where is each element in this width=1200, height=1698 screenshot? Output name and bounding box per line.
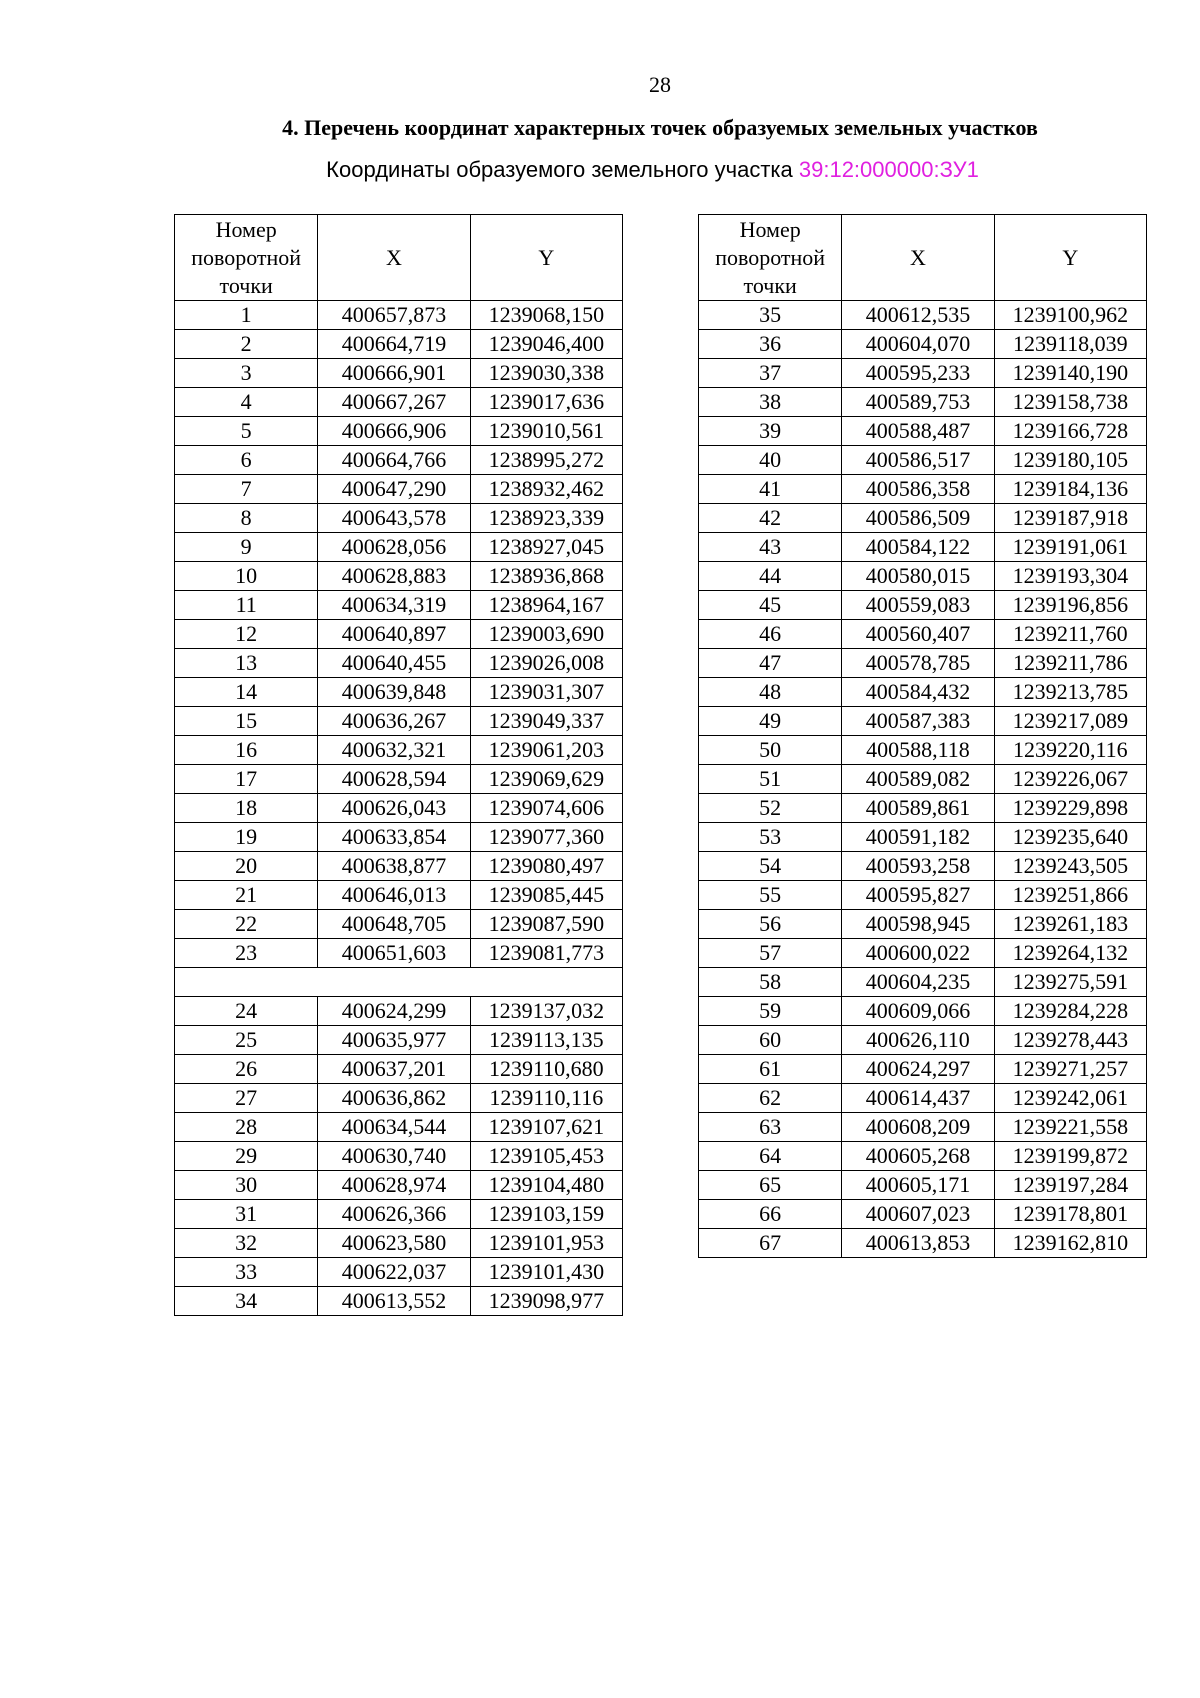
section-title: 4. Перечень координат характерных точек образуемых земельных участков <box>282 115 1038 140</box>
cell-point-number: 46 <box>699 620 842 649</box>
table-row <box>175 591 623 620</box>
table-row <box>175 1229 623 1258</box>
table-row <box>175 910 623 939</box>
table-row <box>699 620 1147 649</box>
cell-y: 1239140,190 <box>994 359 1146 388</box>
cell-x: 400633,854 <box>318 823 470 852</box>
header-point-number: Номер поворотной точки <box>699 215 842 301</box>
cell-x: 400613,853 <box>842 1229 994 1258</box>
cell-x: 400595,827 <box>842 881 994 910</box>
cell-x: 400559,083 <box>842 591 994 620</box>
cell-point-number: 22 <box>175 910 318 939</box>
cell-x: 400604,070 <box>842 330 994 359</box>
cell-point-number: 13 <box>175 649 318 678</box>
cell-y: 1239191,061 <box>994 533 1146 562</box>
cell-x: 400586,358 <box>842 475 994 504</box>
cell-point-number: 28 <box>175 1113 318 1142</box>
table-row <box>175 997 623 1026</box>
cell-point-number: 12 <box>175 620 318 649</box>
cell-x: 400614,437 <box>842 1084 994 1113</box>
cell-x: 400607,023 <box>842 1200 994 1229</box>
cell-point-number: 16 <box>175 736 318 765</box>
table-row <box>175 1142 623 1171</box>
cell-y: 1239187,918 <box>994 504 1146 533</box>
header-x: X <box>318 215 470 301</box>
table-row <box>175 1171 623 1200</box>
cell-x: 400624,299 <box>318 997 470 1026</box>
table-row <box>699 1055 1147 1084</box>
cell-x: 400646,013 <box>318 881 470 910</box>
cell-point-number: 40 <box>699 446 842 475</box>
cell-x: 400639,848 <box>318 678 470 707</box>
table-row <box>699 1229 1147 1258</box>
cell-y: 1239271,257 <box>994 1055 1146 1084</box>
cell-y: 1238923,339 <box>470 504 622 533</box>
cell-x: 400624,297 <box>842 1055 994 1084</box>
table-row <box>699 736 1147 765</box>
cell-y: 1239087,590 <box>470 910 622 939</box>
table-row <box>175 504 623 533</box>
cell-x: 400560,407 <box>842 620 994 649</box>
cell-x: 400588,487 <box>842 417 994 446</box>
cell-point-number: 14 <box>175 678 318 707</box>
table-row <box>175 881 623 910</box>
cell-y: 1239193,304 <box>994 562 1146 591</box>
cell-y: 1239103,159 <box>470 1200 622 1229</box>
cell-point-number: 34 <box>175 1287 318 1316</box>
table-row <box>699 1084 1147 1113</box>
cell-point-number: 58 <box>699 968 842 997</box>
cell-y: 1239061,203 <box>470 736 622 765</box>
cell-x: 400626,366 <box>318 1200 470 1229</box>
table-row <box>699 997 1147 1026</box>
cell-point-number: 51 <box>699 765 842 794</box>
cell-x: 400584,432 <box>842 678 994 707</box>
cell-point-number: 33 <box>175 1258 318 1287</box>
table-row <box>699 707 1147 736</box>
coordinates-table-right <box>698 214 1147 1258</box>
table-row <box>699 649 1147 678</box>
table-row <box>175 736 623 765</box>
cell-x: 400612,535 <box>842 301 994 330</box>
cell-point-number: 53 <box>699 823 842 852</box>
cell-point-number: 21 <box>175 881 318 910</box>
cell-point-number: 26 <box>175 1055 318 1084</box>
cell-x: 400589,082 <box>842 765 994 794</box>
cell-point-number: 55 <box>699 881 842 910</box>
cell-x: 400634,544 <box>318 1113 470 1142</box>
cell-y: 1239003,690 <box>470 620 622 649</box>
cell-y: 1239220,116 <box>994 736 1146 765</box>
cell-point-number: 62 <box>699 1084 842 1113</box>
cell-x: 400613,552 <box>318 1287 470 1316</box>
cell-y: 1239278,443 <box>994 1026 1146 1055</box>
cell-y: 1239017,636 <box>470 388 622 417</box>
table-row <box>175 649 623 678</box>
cell-y: 1238936,868 <box>470 562 622 591</box>
cell-point-number: 48 <box>699 678 842 707</box>
cell-y: 1238964,167 <box>470 591 622 620</box>
cell-x: 400628,974 <box>318 1171 470 1200</box>
cell-x: 400593,258 <box>842 852 994 881</box>
header-y: Y <box>994 215 1146 301</box>
cell-x: 400648,705 <box>318 910 470 939</box>
cell-x: 400640,897 <box>318 620 470 649</box>
cell-x: 400647,290 <box>318 475 470 504</box>
cell-x: 400600,022 <box>842 939 994 968</box>
cell-y: 1239110,680 <box>470 1055 622 1084</box>
cell-x: 400657,873 <box>318 301 470 330</box>
table-row <box>699 1113 1147 1142</box>
cell-point-number: 32 <box>175 1229 318 1258</box>
table-row <box>175 852 623 881</box>
cell-point-number: 45 <box>699 591 842 620</box>
cell-x: 400634,319 <box>318 591 470 620</box>
cell-point-number: 38 <box>699 388 842 417</box>
cell-y: 1239211,760 <box>994 620 1146 649</box>
cell-x: 400589,753 <box>842 388 994 417</box>
table-body-left <box>175 301 623 1316</box>
cell-x: 400628,056 <box>318 533 470 562</box>
table-row <box>175 1258 623 1287</box>
table-row <box>175 533 623 562</box>
cell-x: 400628,883 <box>318 562 470 591</box>
cell-x: 400630,740 <box>318 1142 470 1171</box>
cell-y: 1239098,977 <box>470 1287 622 1316</box>
table-row <box>175 562 623 591</box>
cell-y: 1239080,497 <box>470 852 622 881</box>
cell-y: 1239180,105 <box>994 446 1146 475</box>
table-row <box>175 794 623 823</box>
cell-x: 400605,171 <box>842 1171 994 1200</box>
cell-point-number: 29 <box>175 1142 318 1171</box>
cell-x: 400667,267 <box>318 388 470 417</box>
table-row <box>175 823 623 852</box>
cell-point-number: 67 <box>699 1229 842 1258</box>
cell-y: 1239113,135 <box>470 1026 622 1055</box>
cell-point-number: 65 <box>699 1171 842 1200</box>
cell-x: 400640,455 <box>318 649 470 678</box>
cell-y: 1239104,480 <box>470 1171 622 1200</box>
cell-x: 400584,122 <box>842 533 994 562</box>
cell-x: 400664,719 <box>318 330 470 359</box>
cell-x: 400586,509 <box>842 504 994 533</box>
cell-y: 1239217,089 <box>994 707 1146 736</box>
cell-y: 1239162,810 <box>994 1229 1146 1258</box>
table-row <box>699 1142 1147 1171</box>
cell-y: 1239158,738 <box>994 388 1146 417</box>
table-row <box>699 794 1147 823</box>
cell-x: 400632,321 <box>318 736 470 765</box>
cell-y: 1239026,008 <box>470 649 622 678</box>
cell-x: 400578,785 <box>842 649 994 678</box>
cell-x: 400609,066 <box>842 997 994 1026</box>
table-row <box>175 765 623 794</box>
cell-y: 1239251,866 <box>994 881 1146 910</box>
cell-point-number: 10 <box>175 562 318 591</box>
cell-point-number: 19 <box>175 823 318 852</box>
cell-x: 400587,383 <box>842 707 994 736</box>
table-row <box>175 678 623 707</box>
cell-point-number: 42 <box>699 504 842 533</box>
cell-point-number: 49 <box>699 707 842 736</box>
cell-y: 1239242,061 <box>994 1084 1146 1113</box>
cell-y: 1239229,898 <box>994 794 1146 823</box>
cell-y: 1238927,045 <box>470 533 622 562</box>
cell-y: 1239046,400 <box>470 330 622 359</box>
cell-point-number: 2 <box>175 330 318 359</box>
cell-y: 1239261,183 <box>994 910 1146 939</box>
table-row <box>175 1026 623 1055</box>
table-row <box>175 620 623 649</box>
cell-y: 1239284,228 <box>994 997 1146 1026</box>
cell-x: 400636,862 <box>318 1084 470 1113</box>
cell-y: 1239010,561 <box>470 417 622 446</box>
cell-y: 1239081,773 <box>470 939 622 968</box>
cell-y: 1239085,445 <box>470 881 622 910</box>
coordinates-table-left <box>174 214 623 1316</box>
cell-y: 1239030,338 <box>470 359 622 388</box>
cell-y: 1239264,132 <box>994 939 1146 968</box>
cell-y: 1239166,728 <box>994 417 1146 446</box>
cell-point-number: 61 <box>699 1055 842 1084</box>
cell-y: 1239226,067 <box>994 765 1146 794</box>
header-y: Y <box>470 215 622 301</box>
cell-point-number: 25 <box>175 1026 318 1055</box>
cell-point-number: 44 <box>699 562 842 591</box>
cell-x: 400666,901 <box>318 359 470 388</box>
table-row <box>699 417 1147 446</box>
cell-y: 1239213,785 <box>994 678 1146 707</box>
cell-x: 400643,578 <box>318 504 470 533</box>
cell-point-number: 3 <box>175 359 318 388</box>
cell-x: 400591,182 <box>842 823 994 852</box>
cell-y: 1239100,962 <box>994 301 1146 330</box>
cell-y: 1239101,953 <box>470 1229 622 1258</box>
cell-x: 400598,945 <box>842 910 994 939</box>
cell-point-number: 24 <box>175 997 318 1026</box>
cell-point-number: 30 <box>175 1171 318 1200</box>
table-row <box>175 388 623 417</box>
cell-point-number: 64 <box>699 1142 842 1171</box>
cell-point-number: 59 <box>699 997 842 1026</box>
cell-point-number: 54 <box>699 852 842 881</box>
table-row <box>175 475 623 504</box>
separator-cell <box>175 968 623 997</box>
cell-x: 400623,580 <box>318 1229 470 1258</box>
cell-point-number: 1 <box>175 301 318 330</box>
cell-x: 400589,861 <box>842 794 994 823</box>
table-row <box>699 1200 1147 1229</box>
cell-y: 1239068,150 <box>470 301 622 330</box>
table-row <box>699 765 1147 794</box>
cell-y: 1239211,786 <box>994 649 1146 678</box>
cell-point-number: 60 <box>699 1026 842 1055</box>
table-row <box>699 301 1147 330</box>
cell-y: 1239221,558 <box>994 1113 1146 1142</box>
table-row <box>699 562 1147 591</box>
cell-x: 400595,233 <box>842 359 994 388</box>
page-number: 28 <box>649 72 671 97</box>
cell-y: 1239199,872 <box>994 1142 1146 1171</box>
table-row <box>699 475 1147 504</box>
cell-point-number: 23 <box>175 939 318 968</box>
table-row <box>699 852 1147 881</box>
cell-y: 1239031,307 <box>470 678 622 707</box>
table-row <box>699 504 1147 533</box>
cell-x: 400636,267 <box>318 707 470 736</box>
cell-x: 400588,118 <box>842 736 994 765</box>
cell-y: 1238995,272 <box>470 446 622 475</box>
cell-y: 1239110,116 <box>470 1084 622 1113</box>
cell-x: 400605,268 <box>842 1142 994 1171</box>
table-row <box>175 1200 623 1229</box>
cell-y: 1239118,039 <box>994 330 1146 359</box>
cell-x: 400637,201 <box>318 1055 470 1084</box>
cell-y: 1239069,629 <box>470 765 622 794</box>
cell-y: 1239184,136 <box>994 475 1146 504</box>
table-row <box>175 1055 623 1084</box>
cell-point-number: 9 <box>175 533 318 562</box>
table-row <box>699 446 1147 475</box>
cell-point-number: 57 <box>699 939 842 968</box>
table-row <box>175 1287 623 1316</box>
cell-x: 400664,766 <box>318 446 470 475</box>
table-row <box>699 881 1147 910</box>
cell-point-number: 37 <box>699 359 842 388</box>
table-row <box>175 359 623 388</box>
table-row <box>175 707 623 736</box>
cell-point-number: 18 <box>175 794 318 823</box>
cell-point-number: 5 <box>175 417 318 446</box>
table-row <box>175 417 623 446</box>
table-header-row <box>699 215 1147 301</box>
cell-y: 1239049,337 <box>470 707 622 736</box>
cell-y: 1239243,505 <box>994 852 1146 881</box>
table-row <box>175 301 623 330</box>
table-row <box>175 330 623 359</box>
cell-point-number: 35 <box>699 301 842 330</box>
cell-x: 400635,977 <box>318 1026 470 1055</box>
cell-point-number: 6 <box>175 446 318 475</box>
cell-x: 400628,594 <box>318 765 470 794</box>
table-header-row <box>175 215 623 301</box>
table-separator-row <box>175 968 623 997</box>
cell-x: 400580,015 <box>842 562 994 591</box>
cell-point-number: 52 <box>699 794 842 823</box>
cell-point-number: 15 <box>175 707 318 736</box>
cell-point-number: 50 <box>699 736 842 765</box>
table-row <box>175 446 623 475</box>
cell-point-number: 20 <box>175 852 318 881</box>
cell-point-number: 31 <box>175 1200 318 1229</box>
cell-y: 1239235,640 <box>994 823 1146 852</box>
table-row <box>699 939 1147 968</box>
cell-x: 400666,906 <box>318 417 470 446</box>
cell-point-number: 66 <box>699 1200 842 1229</box>
cell-x: 400622,037 <box>318 1258 470 1287</box>
subtitle <box>0 156 1200 184</box>
cell-point-number: 36 <box>699 330 842 359</box>
table-row <box>699 910 1147 939</box>
cell-point-number: 39 <box>699 417 842 446</box>
cell-x: 400604,235 <box>842 968 994 997</box>
table-row <box>699 591 1147 620</box>
table-row <box>699 388 1147 417</box>
table-row <box>699 330 1147 359</box>
table-row <box>699 823 1147 852</box>
cell-y: 1239197,284 <box>994 1171 1146 1200</box>
cell-point-number: 41 <box>699 475 842 504</box>
table-row <box>175 939 623 968</box>
cell-x: 400626,110 <box>842 1026 994 1055</box>
cell-x: 400608,209 <box>842 1113 994 1142</box>
cell-point-number: 11 <box>175 591 318 620</box>
table-row <box>175 1113 623 1142</box>
cell-point-number: 17 <box>175 765 318 794</box>
cell-y: 1239074,606 <box>470 794 622 823</box>
cell-y: 1239077,360 <box>470 823 622 852</box>
table-row <box>699 678 1147 707</box>
cell-y: 1238932,462 <box>470 475 622 504</box>
cell-point-number: 7 <box>175 475 318 504</box>
header-point-number: Номер поворотной точки <box>175 215 318 301</box>
cell-y: 1239101,430 <box>470 1258 622 1287</box>
cell-point-number: 56 <box>699 910 842 939</box>
cell-point-number: 4 <box>175 388 318 417</box>
parcel-id: 39:12:000000:ЗУ1 <box>798 157 979 182</box>
cell-x: 400626,043 <box>318 794 470 823</box>
table-row <box>699 533 1147 562</box>
table-row <box>699 359 1147 388</box>
table-row <box>175 1084 623 1113</box>
table-body-right <box>699 301 1147 1258</box>
cell-x: 400651,603 <box>318 939 470 968</box>
table-row <box>699 968 1147 997</box>
cell-y: 1239196,856 <box>994 591 1146 620</box>
cell-y: 1239105,453 <box>470 1142 622 1171</box>
cell-y: 1239107,621 <box>470 1113 622 1142</box>
cell-point-number: 47 <box>699 649 842 678</box>
cell-y: 1239137,032 <box>470 997 622 1026</box>
header-x: X <box>842 215 994 301</box>
cell-point-number: 63 <box>699 1113 842 1142</box>
cell-y: 1239178,801 <box>994 1200 1146 1229</box>
cell-point-number: 43 <box>699 533 842 562</box>
subtitle-prefix: Координаты образуемого земельного участка <box>326 157 793 182</box>
table-row <box>699 1026 1147 1055</box>
cell-point-number: 8 <box>175 504 318 533</box>
cell-y: 1239275,591 <box>994 968 1146 997</box>
cell-x: 400586,517 <box>842 446 994 475</box>
cell-x: 400638,877 <box>318 852 470 881</box>
table-row <box>699 1171 1147 1200</box>
cell-point-number: 27 <box>175 1084 318 1113</box>
